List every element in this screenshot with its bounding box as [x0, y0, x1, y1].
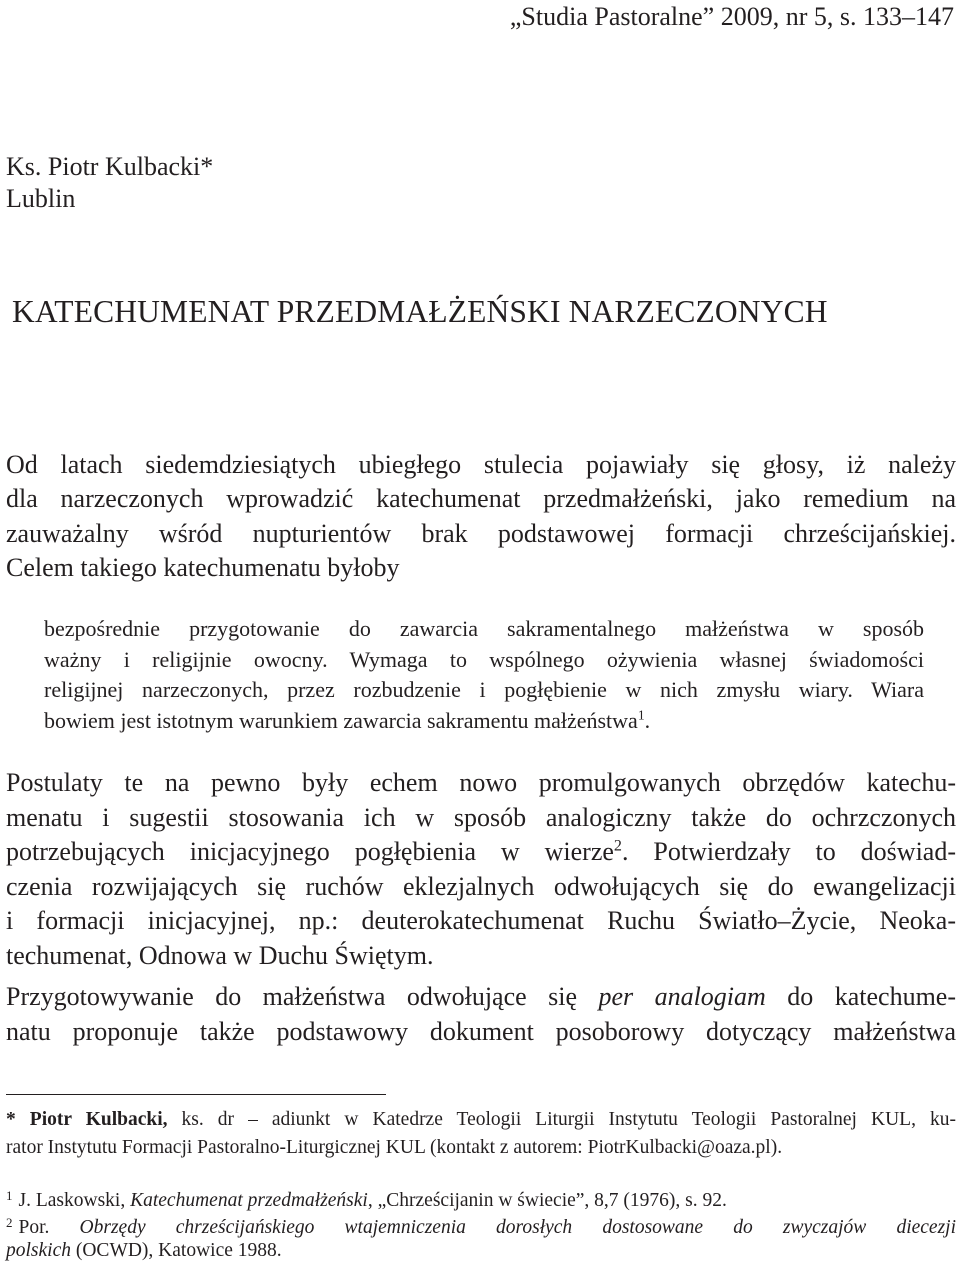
- footnote-ref-1[interactable]: 1: [637, 707, 645, 723]
- footnote-title: Obrzędy chrześcijańskiego wtajemniczenia dorosłych dostosowane do zwyczajów diecezji: [79, 1217, 957, 1238]
- text-line: dla narzeczonych wprowadzić katechumenat przedmałżeński, jako remedium na: [6, 484, 956, 514]
- author-name: Ks. Piotr Kulbacki*: [6, 152, 214, 181]
- footnote-ref-2[interactable]: 2: [613, 837, 622, 855]
- footnote-number: 1: [6, 1188, 13, 1203]
- text-line: natu proponuje także podstawowy dokument posoborowy dotyczący małżeństwa: [6, 1016, 956, 1046]
- footnote-text: , „Chrześcijanin w świecie”, 8,7 (1976), s. 92.: [367, 1190, 727, 1211]
- text-line: menatu i sugestii stosowania ich w sposób analogiczny także do ochrzczonych: [6, 802, 956, 832]
- quote-line: ważny i religijnie owocny. Wymaga to wspólnego ożywienia własnej świadomości: [44, 646, 924, 672]
- text-line: i formacji inicjacyjnej, np.: deuterokatechumenat Ruchu Światło–Życie, Neoka-: [6, 906, 956, 936]
- footnote-number: 2: [6, 1215, 13, 1230]
- footnote-line: [6, 1106, 956, 1134]
- footnote-text: ks. dr – adiunkt w Katedrze Teologii Liturgii Instytutu Teologii Pastoralnej KUL, ku-: [167, 1109, 956, 1130]
- footnote-2: [6, 1209, 956, 1265]
- intro-paragraph: [6, 448, 956, 585]
- author-block: [6, 151, 213, 215]
- text-line: [6, 835, 956, 870]
- journal-citation: „Studia Pastoralne” 2009, nr 5, s. 133–147: [509, 2, 954, 31]
- footnote-text: J. Laskowski,: [18, 1190, 131, 1211]
- quote-line: bezpośrednie przygotowanie do zawarcia sakramentalnego małżeństwa w sposób: [44, 616, 924, 641]
- italic-phrase: per analogiam: [598, 982, 766, 1011]
- footnote-line: rator Instytutu Formacji Pastoralno-Liturgicznej KUL (kontakt z autorem: PiotrKulbacki@oaza.pl).: [6, 1137, 783, 1158]
- article-title: KATECHUMENAT PRZEDMAŁŻEŃSKI NARZECZONYCH: [12, 294, 828, 329]
- author-footnote-name: * Piotr Kulbacki,: [6, 1109, 168, 1130]
- footnote-text: (OCWD), Katowice 1988.: [70, 1240, 282, 1261]
- author-place: Lublin: [6, 184, 76, 213]
- block-quote: [44, 614, 924, 736]
- text-line: Celem takiego katechumenatu byłoby: [6, 552, 400, 582]
- quote-line-text: bowiem jest istotnym warunkiem zawarcia sakramentu małżeństwa: [44, 707, 638, 733]
- text-line: Postulaty te na pewno były echem nowo promulgowanych obrzędów katechu-: [6, 768, 956, 797]
- footnote-line: [6, 1209, 956, 1237]
- text-segment: potrzebujących inicjacyjnego pogłębienia w wierze: [6, 837, 614, 867]
- footnote-title: Katechumenat przedmałżeński: [130, 1190, 368, 1211]
- body-paragraph-3: [6, 980, 956, 1049]
- author-footnote: [6, 1106, 956, 1162]
- text-line: techumenat, Odnowa w Duchu Świętym.: [6, 940, 434, 970]
- quote-line: religijnej narzeczonych, przez rozbudzenie i pogłębienie w nich zmysłu wiary. Wiara: [44, 677, 924, 702]
- body-paragraph-2: [6, 766, 956, 974]
- footnote-line: [6, 1237, 956, 1265]
- text-segment: Przygotowywanie do małżeństwa odwołujące się: [6, 982, 599, 1011]
- text-segment: . Potwierdzały to doświad-: [621, 837, 956, 867]
- footnote-divider: [6, 1094, 386, 1095]
- text-line: Od latach siedemdziesiątych ubiegłego stulecia pojawiały się głosy, iż należy: [6, 450, 956, 479]
- text-segment: do katechume-: [765, 982, 956, 1011]
- text-line: [6, 980, 956, 1015]
- text-line: zauważalny wśród nupturientów brak podstawowej formacji chrześcijańskiej.: [6, 518, 956, 548]
- footnote-title: polskich: [6, 1240, 71, 1261]
- footnote-text: Por.: [18, 1217, 80, 1238]
- quote-line: [44, 706, 924, 737]
- text-line: czenia rozwijających się ruchów eklezjalnych odwołujących się do ewangelizacji: [6, 871, 956, 901]
- quote-period: .: [644, 707, 651, 733]
